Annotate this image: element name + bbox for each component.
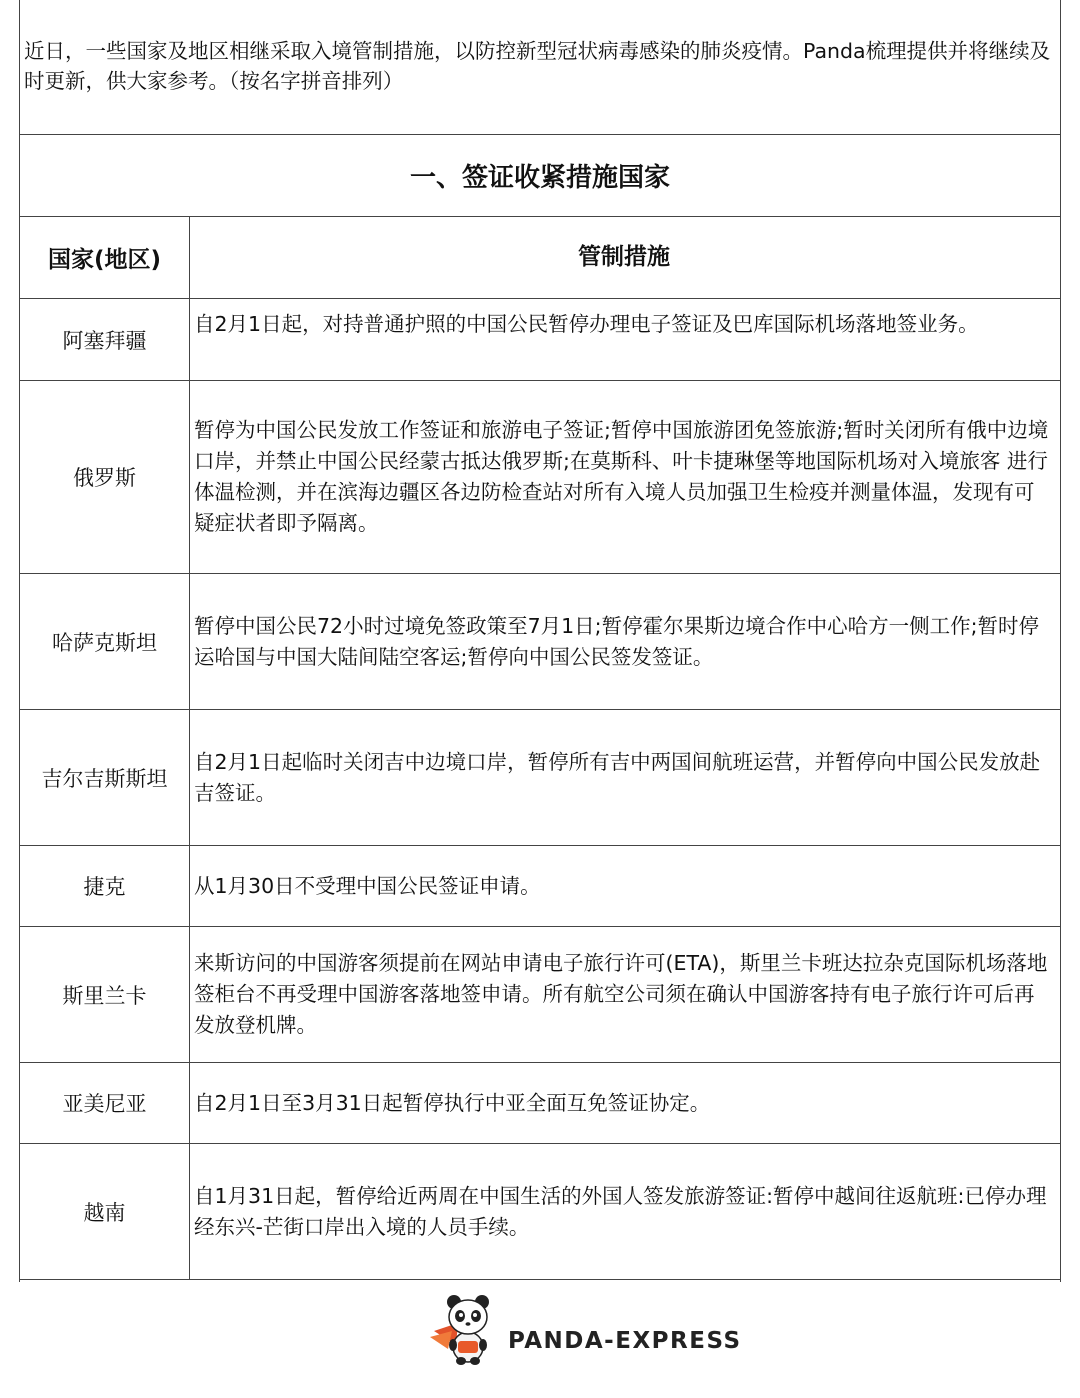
measure-cell: 自1月31日起，暂停给近两周在中国生活的外国人签发旅游签证:暂停中越间往返航班:已停办理经东兴-芒街口岸出入境的人员手续。 — [194, 1183, 1047, 1239]
measure-cell: 自2月1日起临时关闭吉中边境口岸，暂停所有吉中两国间航班运营，并暂停向中国公民发放赴吉签证。 — [194, 749, 1041, 805]
table-header — [20, 217, 1060, 299]
country-cell: 越南 — [20, 1144, 190, 1279]
table-row — [20, 846, 1060, 927]
country-cell: 俄罗斯 — [20, 381, 190, 573]
brand-name: PANDA-EXPRESS — [508, 1328, 742, 1354]
section-title: 一、签证收紧措施国家 — [20, 135, 1060, 217]
table-row — [20, 710, 1060, 846]
measure-cell: 暂停中国公民72小时过境免签政策至7月1日;暂停霍尔果斯边境合作中心哈方一侧工作;暂时停运哈国与中国大陆间陆空客运;暂停向中国公民签发签证。 — [194, 613, 1039, 669]
country-cell: 捷克 — [20, 846, 190, 926]
table-row — [20, 1144, 1060, 1280]
header-measure: 管制措施 — [578, 244, 670, 270]
table-row — [20, 299, 1060, 381]
header-country: 国家(地区) — [20, 217, 190, 298]
measure-cell: 来斯访问的中国游客须提前在网站申请电子旅行许可(ETA)，斯里兰卡班达拉杂克国际机场落地签柜台不再受理中国游客落地签申请。所有航空公司须在确认中国游客持有电子旅行许可后再发放登机牌。 — [194, 951, 1048, 1037]
country-cell: 阿塞拜疆 — [20, 299, 190, 380]
measure-cell: 自2月1日至3月31日起暂停执行中亚全面互免签证协定。 — [194, 1090, 711, 1115]
country-cell: 斯里兰卡 — [20, 927, 190, 1062]
panda-mascot-icon — [428, 1293, 506, 1367]
table-row — [20, 1063, 1060, 1144]
document-table — [19, 0, 1061, 1282]
country-cell: 哈萨克斯坦 — [20, 574, 190, 709]
country-cell: 亚美尼亚 — [20, 1063, 190, 1143]
measure-cell: 暂停为中国公民发放工作签证和旅游电子签证;暂停中国旅游团免签旅游;暂时关闭所有俄中边境口岸，并禁止中国公民经蒙古抵达俄罗斯;在莫斯科、叶卡捷琳堡等地国际机场对入境旅客 进行体温检测，并在滨海边疆区各边防检查站对所有入境人员加强卫生检疫并测量体温，发现有可疑症状者即予隔离。 — [194, 418, 1049, 535]
measure-cell: 自2月1日起，对持普通护照的中国公民暂停办理电子签证及巴库国际机场落地签业务。 — [194, 312, 979, 336]
table-row — [20, 574, 1060, 710]
measure-cell: 从1月30日不受理中国公民签证申请。 — [194, 873, 541, 898]
table-row — [20, 927, 1060, 1063]
country-cell: 吉尔吉斯斯坦 — [20, 710, 190, 845]
intro-paragraph: 近日，一些国家及地区相继采取入境管制措施，以防控新型冠状病毒感染的肺炎疫情。Panda梳理提供并将继续及时更新，供大家参考。（按名字拼音排列） — [20, 0, 1060, 135]
table-row — [20, 381, 1060, 574]
